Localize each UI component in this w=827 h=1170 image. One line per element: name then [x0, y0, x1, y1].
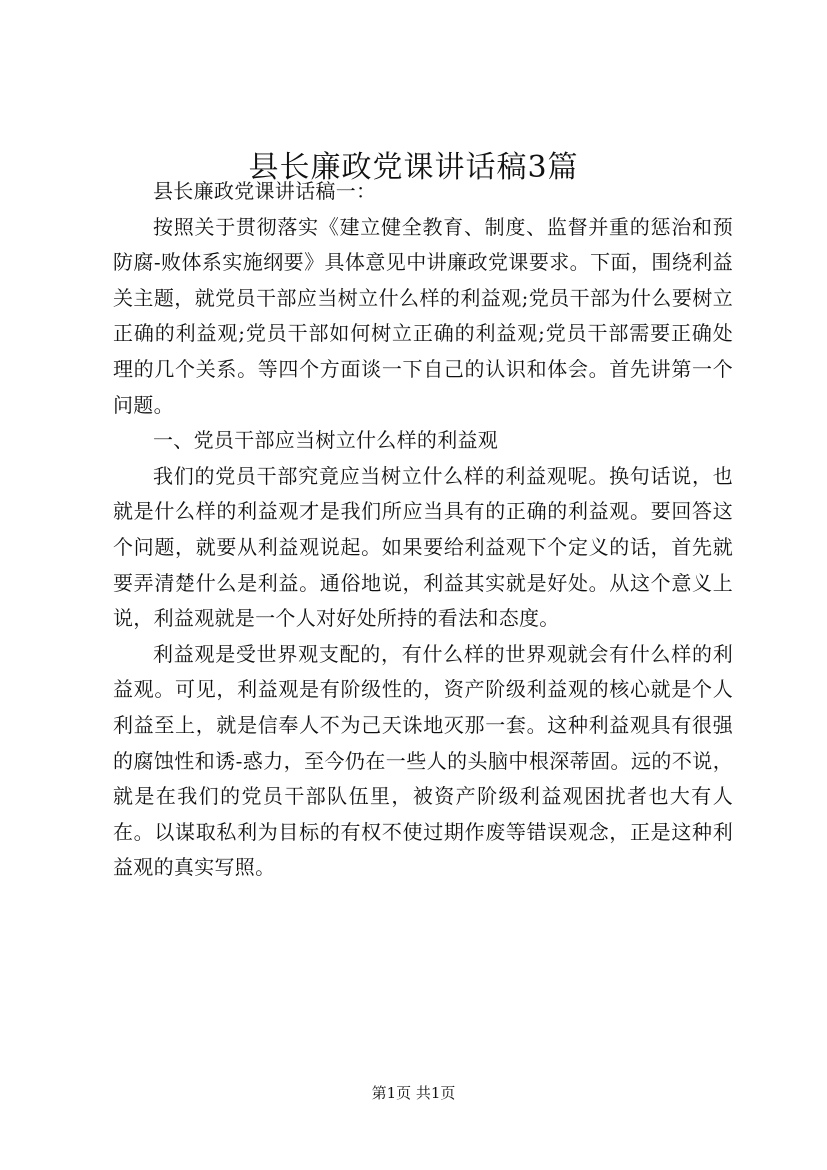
page-number-footer: 第1页 共1页	[371, 1084, 456, 1102]
section-heading-part-one: 一、党员干部应当树立什么样的利益观	[153, 428, 499, 453]
intro-paragraph: 按照关于贯彻落实《建立健全教育、制度、监督并重的惩治和预防腐-败体系实施纲要》具体意见中讲廉政党课要求。下面，围绕利益关主题，就党员干部应当树立什么样的利益观;党员干部为什么要树立正确的利益观;党员干部如何树立正确的利益观;党员干部需要正确处理的几个关系。等四个方面谈一下自己的认识和体会。首先讲第一个问题。	[113, 214, 733, 417]
document-body	[113, 174, 733, 886]
body-paragraph: 利益观是受世界观支配的，有什么样的世界观就会有什么样的利益观。可见，利益观是有阶级性的，资产阶级利益观的核心就是个人利益至上，就是信奉人不为己天诛地灭那一套。这种利益观具有很强的腐蚀性和诱-惑力，至今仍在一些人的头脑中根深蒂固。远的不说，就是在我们的党员干部队伍里，被资产阶级利益观困扰者也大有人在。以谋取私利为目标的有权不使过期作废等错误观念，正是这种利益观的真实写照。	[113, 641, 733, 880]
body-paragraph: 我们的党员干部究竟应当树立什么样的利益观呢。换句话说，也就是什么样的利益观才是我们所应当具有的正确的利益观。要回答这个问题，就要从利益观说起。如果要给利益观下个定义的话，首先就要弄清楚什么是利益。通俗地说，利益其实就是好处。从这个意义上说，利益观就是一个人对好处所持的看法和态度。	[113, 463, 733, 631]
section-heading-speech-one: 县长廉政党课讲话稿一：	[153, 179, 377, 203]
document-title: 县长廉政党课讲话稿3篇	[248, 150, 579, 185]
